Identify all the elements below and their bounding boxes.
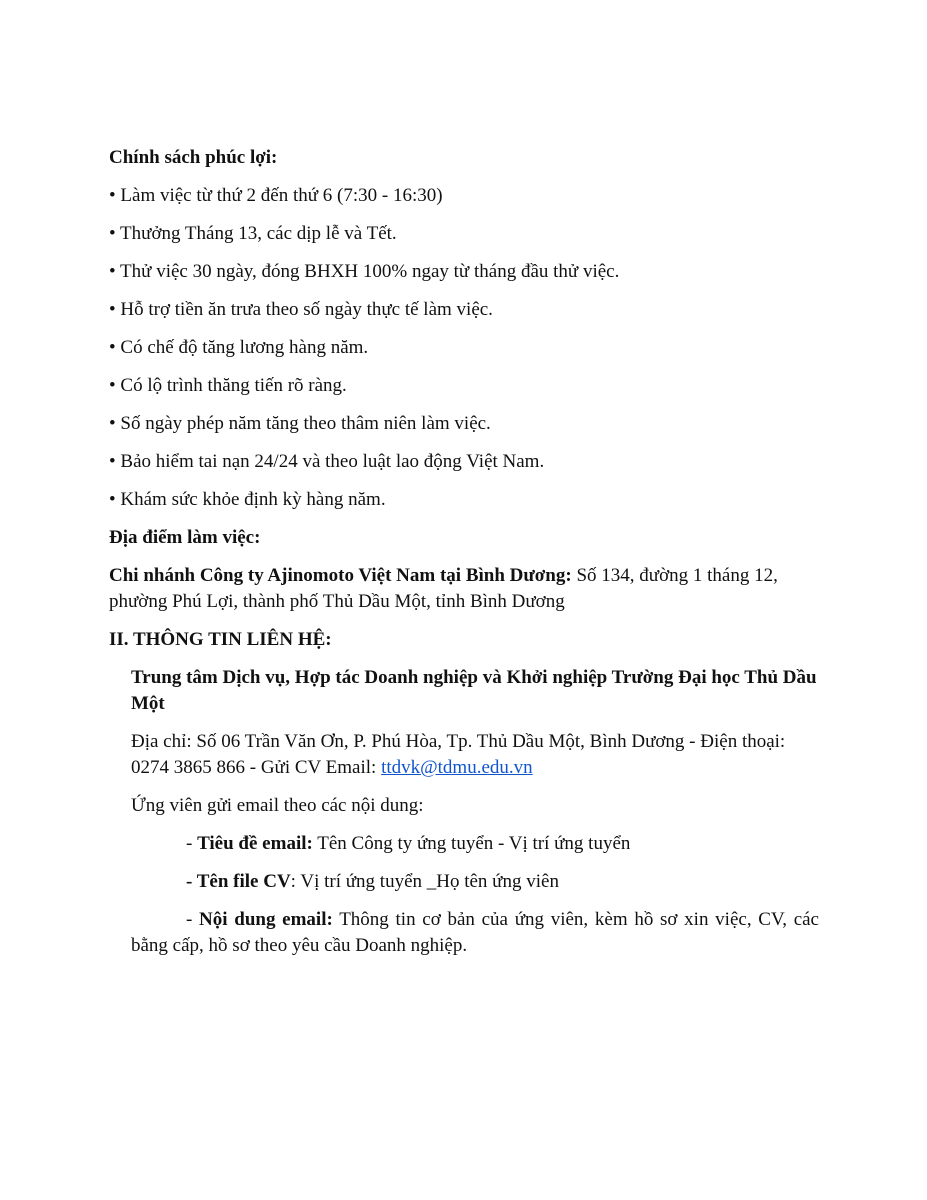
instruction-prefix: - xyxy=(186,833,198,854)
instruction-label: Tiêu đề email: xyxy=(197,833,313,854)
document-page xyxy=(109,145,819,971)
instruction-item xyxy=(131,907,819,959)
center-name: Trung tâm Dịch vụ, Hợp tác Doanh nghiệp và Khởi nghiệp Trường Đại học Thủ Dầu Một xyxy=(131,667,817,714)
instruction-text: : Vị trí ứng tuyển _Họ tên ứng viên xyxy=(290,871,559,892)
branch-address: Số 134, đường 1 tháng 12, phường Phú Lợi, thành phố Thủ Dầu Một, tỉnh Bình Dương xyxy=(109,565,778,612)
instruction-prefix: - xyxy=(186,909,200,930)
benefit-item: • Thưởng Tháng 13, các dịp lễ và Tết. xyxy=(109,223,397,244)
benefit-item: • Có chế độ tăng lương hàng năm. xyxy=(109,337,369,358)
instructions-intro: Ứng viên gửi email theo các nội dung: xyxy=(131,795,424,816)
benefits-heading: Chính sách phúc lợi: xyxy=(109,147,278,168)
benefit-item: • Khám sức khỏe định kỳ hàng năm. xyxy=(109,489,386,510)
benefit-item: • Làm việc từ thứ 2 đến thứ 6 (7:30 - 16:30) xyxy=(109,185,443,206)
contact-address-paragraph xyxy=(131,729,819,781)
contact-address: Địa chỉ: Số 06 Trần Văn Ơn, P. Phú Hòa, Tp. Thủ Dầu Một, Bình Dương - Điện thoại: 0274 3865 866 - Gửi CV Email: xyxy=(131,731,786,778)
contact-heading: II. THÔNG TIN LIÊN HỆ: xyxy=(109,629,332,650)
benefit-item: • Bảo hiểm tai nạn 24/24 và theo luật lao động Việt Nam. xyxy=(109,451,545,472)
benefit-item: • Thử việc 30 ngày, đóng BHXH 100% ngay từ tháng đầu thử việc. xyxy=(109,261,620,282)
benefit-item: • Hỗ trợ tiền ăn trưa theo số ngày thực tế làm việc. xyxy=(109,299,493,320)
benefit-item: • Có lộ trình thăng tiến rõ ràng. xyxy=(109,375,347,396)
instruction-item xyxy=(131,869,819,895)
instruction-text: Thông tin cơ bản của ứng viên, kèm hồ sơ xin việc, CV, các bằng cấp, hồ sơ theo yêu cầu Doanh nghiệp. xyxy=(131,909,819,956)
instruction-label: Nội dung email: xyxy=(199,909,333,930)
instruction-text: Tên Công ty ứng tuyển - Vị trí ứng tuyển xyxy=(312,833,631,854)
benefit-item: • Số ngày phép năm tăng theo thâm niên làm việc. xyxy=(109,413,491,434)
location-paragraph xyxy=(109,563,819,615)
email-link[interactable]: ttdvk@tdmu.edu.vn xyxy=(381,757,533,778)
instruction-item xyxy=(131,831,819,857)
location-heading: Địa điểm làm việc: xyxy=(109,527,261,548)
instruction-label: - Tên file CV xyxy=(186,871,291,892)
branch-label: Chi nhánh Công ty Ajinomoto Việt Nam tại Bình Dương: xyxy=(109,565,572,586)
